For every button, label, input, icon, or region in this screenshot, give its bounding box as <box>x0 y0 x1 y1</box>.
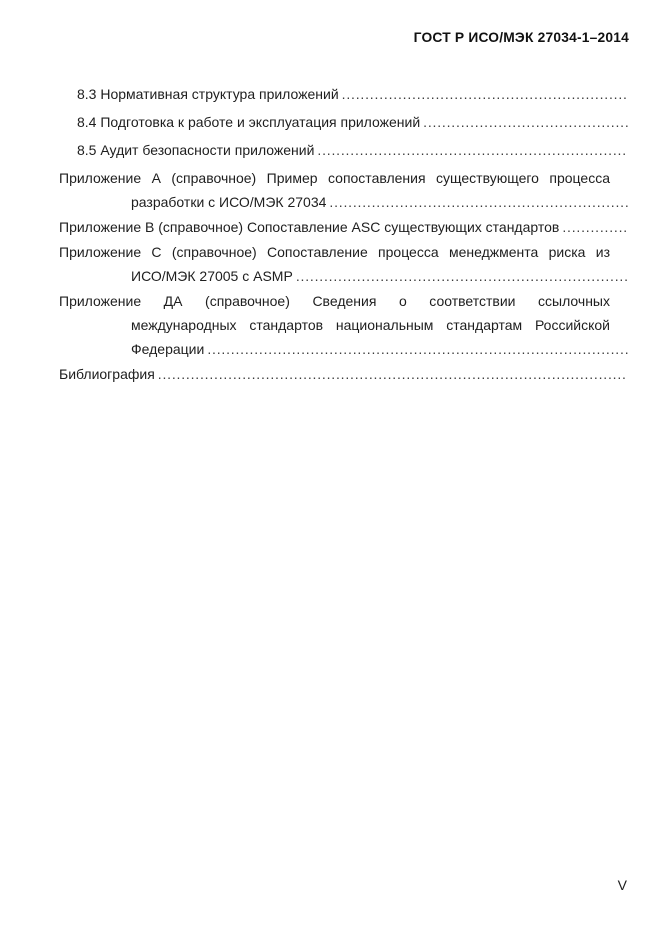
toc-line <box>59 289 628 313</box>
toc-line <box>59 82 628 106</box>
toc-line-text: ИСО/МЭК 27005 с ASMP <box>131 268 293 284</box>
toc-line <box>59 362 628 386</box>
toc-line-text: Приложение ДА (справочное) Сведения о соответствии ссылочных <box>59 293 610 309</box>
toc-line-text: международных стандартов национальным стандартам Российской <box>131 317 610 333</box>
toc-line-text: Приложение В (справочное) Сопоставление ASC существующих стандартов <box>59 219 560 235</box>
toc-line <box>59 240 628 264</box>
toc-entry <box>59 138 628 162</box>
dot-leader <box>296 264 628 288</box>
toc-line <box>59 138 628 162</box>
toc-entry <box>59 110 628 134</box>
toc-entry <box>59 289 628 361</box>
table-of-contents <box>59 82 628 387</box>
toc-entry <box>59 215 628 239</box>
toc-line-text: 8.5 Аудит безопасности приложений <box>77 142 315 158</box>
toc-line-text: Приложение А (справочное) Пример сопоставления существующего процесса <box>59 170 610 186</box>
dot-leader <box>342 82 628 106</box>
page-number: V <box>617 877 627 893</box>
toc-line <box>59 110 628 134</box>
toc-entry <box>59 82 628 106</box>
toc-line-text: разработки с ИСО/МЭК 27034 <box>131 194 327 210</box>
toc-line-text: Федерации <box>131 341 205 357</box>
toc-line-text: Библиография <box>59 366 155 382</box>
toc-line <box>59 313 628 337</box>
toc-line-text: 8.4 Подготовка к работе и эксплуатация приложений <box>77 114 421 130</box>
toc-line <box>59 166 628 190</box>
toc-line <box>59 190 628 214</box>
dot-leader <box>317 138 628 162</box>
dot-leader <box>423 110 628 134</box>
toc-line <box>59 215 628 239</box>
toc-entry <box>59 166 628 214</box>
toc-line <box>59 264 628 288</box>
toc-entry <box>59 362 628 386</box>
dot-leader <box>207 337 628 361</box>
toc-line-text: 8.3 Нормативная структура приложений <box>77 86 339 102</box>
dot-leader <box>158 362 628 386</box>
document-header: ГОСТ Р ИСО/МЭК 27034-1–2014 <box>413 30 629 45</box>
toc-line-text: Приложение С (справочное) Сопоставление процесса менеджмента риска из <box>59 244 610 260</box>
dot-leader <box>562 215 628 239</box>
toc-line <box>59 337 628 361</box>
toc-entry <box>59 240 628 288</box>
dot-leader <box>329 190 628 214</box>
